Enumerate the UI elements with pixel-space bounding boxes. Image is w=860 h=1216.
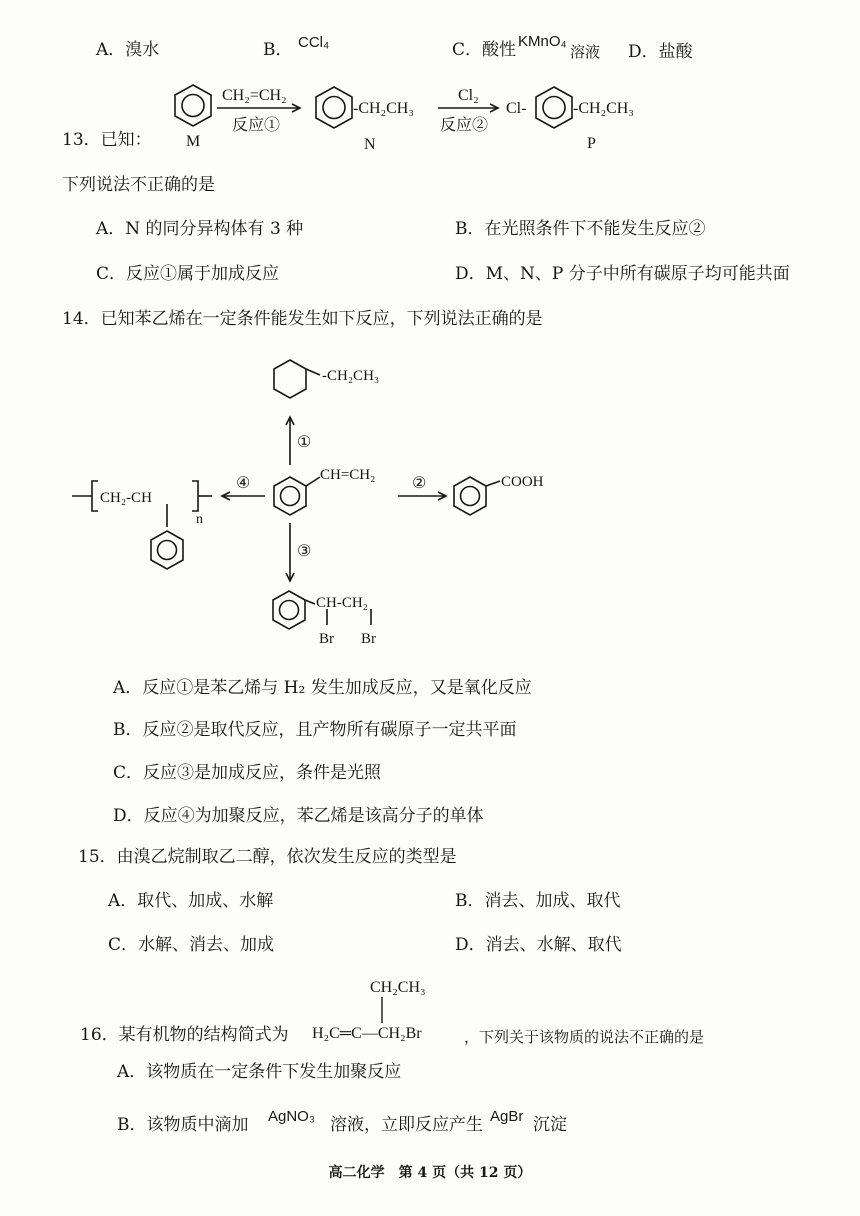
q16-stem-prefix: 16．某有机物的结构简式为 <box>80 1025 289 1045</box>
cyclohexane-ring <box>274 360 306 398</box>
q16-option-b-prefix: B．该物质中滴加 <box>117 1115 249 1135</box>
q13-reaction-1-label: 反应① <box>232 117 281 134</box>
styrene-benzene-ring <box>274 477 306 515</box>
q15-option-c: C．水解、消去、加成 <box>108 935 275 955</box>
q13-option-a: A．N 的同分异构体有 3 种 <box>96 219 304 239</box>
benzoic-acid-ring <box>454 477 486 515</box>
q14-product3-br-1: Br <box>319 631 334 647</box>
q13-p-substituent: -CH₂CH₃ <box>573 100 634 117</box>
q14-polymer-chain: CH₂-CH <box>100 490 152 506</box>
q13-reagent-2: Cl₂ <box>458 87 479 104</box>
q13-label-m: M <box>186 133 201 150</box>
q14-stem: 14．已知苯乙烯在一定条件能发生如下反应，下列说法正确的是 <box>62 309 543 329</box>
dibromide-benzene-ring <box>273 591 305 629</box>
q15-option-a: A．取代、加成、水解 <box>108 891 274 911</box>
q13-p-chlorine: Cl- <box>506 100 527 117</box>
q16-option-b-suffix: 沉淀 <box>533 1115 567 1135</box>
q14-arrow-1-label: ① <box>297 434 312 451</box>
q13-label-p: P <box>587 135 596 152</box>
q13-reagent-1: CH₂=CH₂ <box>222 87 287 104</box>
q13-option-d: D．M、N、P 分子中所有碳原子均可能共面 <box>455 264 790 284</box>
q15-stem: 15．由溴乙烷制取乙二醇，依次发生反应的类型是 <box>78 847 457 867</box>
q14-option-d: D．反应④为加聚反应，苯乙烯是该高分子的单体 <box>113 806 484 826</box>
q13-option-b: B．在光照条件下不能发生反应② <box>455 219 706 239</box>
q16-option-b-formula-2: AgBr <box>490 1108 524 1125</box>
q13-label-n: N <box>364 136 376 153</box>
q12-option-c-formula: KMnO₄ <box>518 33 567 50</box>
q12-option-b-prefix: B． <box>263 40 293 60</box>
q16-formula-bond <box>377 997 387 1027</box>
q14-styrene-substituent: CH=CH₂ <box>320 467 376 483</box>
q14-product3-chain: CH-CH₂ <box>316 595 368 611</box>
q14-product3-br-2: Br <box>361 631 376 647</box>
q16-formula-main: H₂C═C—CH₂Br <box>312 1025 422 1042</box>
q14-arrow-2-label: ② <box>412 475 427 492</box>
q16-option-b-middle: 溶液，立即反应产生 <box>330 1115 483 1135</box>
q12-option-c-prefix: C．酸性 <box>452 40 517 60</box>
q16-option-b-formula-1: AgNO₃ <box>268 1108 315 1125</box>
q14-product1-substituent: -CH₂CH₃ <box>322 368 380 384</box>
q15-option-b: B．消去、加成、取代 <box>455 891 621 911</box>
q12-option-c-suffix: 溶液 <box>570 43 601 61</box>
q15-option-d: D．消去、水解、取代 <box>455 935 622 955</box>
q13-option-c: C．反应①属于加成反应 <box>96 264 280 284</box>
q16-option-a: A．该物质在一定条件下发生加聚反应 <box>117 1062 402 1082</box>
q14-product2-substituent: COOH <box>501 474 544 490</box>
q14-arrow-3-label: ③ <box>297 543 312 560</box>
q13-reaction-2-label: 反应② <box>440 117 489 134</box>
q13-stem-prefix: 13．已知： <box>62 130 152 150</box>
q14-option-b: B．反应②是取代反应，且产物所有碳原子一定共平面 <box>113 720 517 740</box>
q12-option-d: D．盐酸 <box>628 42 693 62</box>
q16-stem-suffix: ，下列关于该物质的说法不正确的是 <box>464 1028 705 1046</box>
page-footer: 高二化学 第 4 页（共 12 页） <box>328 1165 532 1181</box>
q12-option-b-formula: CCl₄ <box>298 34 330 51</box>
q13-question: 下列说法不正确的是 <box>62 175 215 195</box>
q13-n-substituent: -CH₂CH₃ <box>353 100 414 117</box>
benzene-ring-p <box>536 87 572 128</box>
q16-formula-top: CH₂CH₃ <box>370 979 426 996</box>
benzene-ring-m <box>175 85 211 126</box>
q14-arrow-4-label: ④ <box>236 475 251 492</box>
q13-reaction-scheme <box>0 70 860 230</box>
polystyrene-benzene-ring <box>151 531 183 569</box>
q14-reaction-diagram <box>0 345 860 655</box>
q14-polymer-n: n <box>196 512 203 527</box>
benzene-ring-n <box>316 87 352 128</box>
q14-option-c: C．反应③是加成反应，条件是光照 <box>113 763 382 783</box>
q14-option-a: A．反应①是苯乙烯与 H₂ 发生加成反应，又是氧化反应 <box>113 678 532 698</box>
q12-option-a: A．溴水 <box>96 40 160 60</box>
